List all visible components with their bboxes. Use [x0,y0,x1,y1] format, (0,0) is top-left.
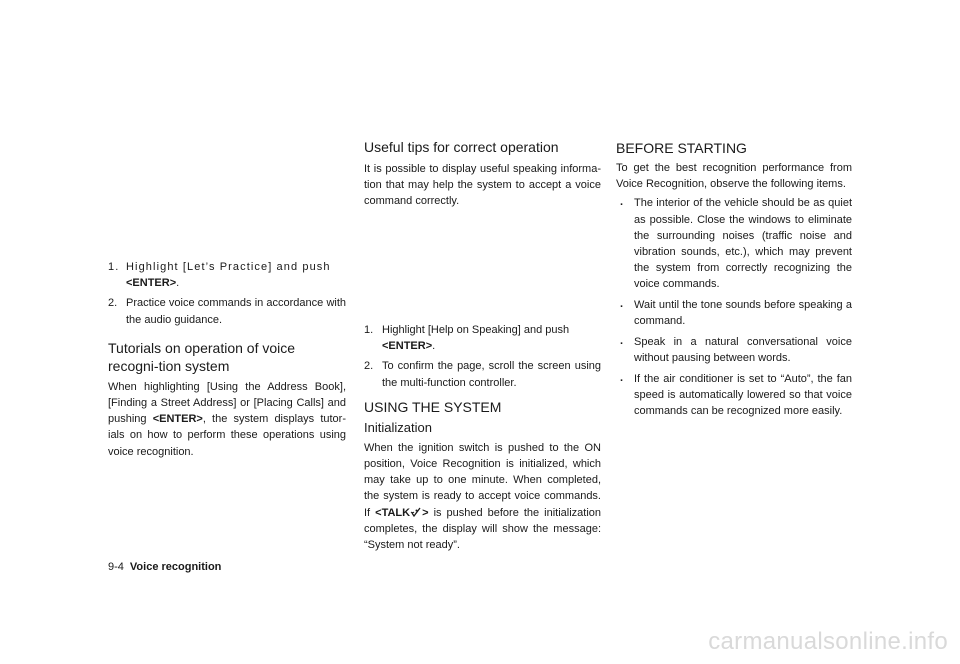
step-number: 1. [364,324,374,336]
bullet-icon: . [620,298,624,311]
list-item [108,295,346,327]
step-number: 2. [108,297,118,310]
list-item: . The interior of the vehicle should be as quiet as possible. Close the windows to eliminate the surrounding noises (traffic noise and vibration sounds, etc.), which may prevent the system from correctly recognizing the voice commands. [620,196,852,291]
using-system-heading: USING THE SYSTEM [364,398,502,415]
before-starting-intro: To get the best recognition performance from Voice Recognition, observe the following items. [616,162,852,191]
right-column [616,139,852,424]
step-number: 2. [364,360,374,373]
middle-column-lower [364,322,601,553]
list-item: . If the air conditioner is set to “Auto”, the fan speed is automatically lowered so that voice commands can be recognized more easily. [620,371,852,418]
page-number: 9-4 [108,561,124,573]
bullet-icon: . [620,371,624,384]
list-item: . Speak in a natural conversational voice without pausing between words. [620,335,852,365]
enter-key-label: <ENTER> [382,340,433,353]
list-item: 1. Highlight [Help on Speaking] and push <ENTER>. [364,324,570,353]
middle-column [364,138,601,210]
step-text: Highlight [Let’s Practice] and push [126,261,331,273]
watermark: carmanualsonline.info [708,628,948,655]
section-title: Voice recognition [129,561,222,573]
talk-key-label: <TALK [375,506,411,519]
page-footer [108,561,221,573]
initialization-heading: Initialization [364,419,432,435]
help-steps [364,322,601,391]
list-item: . Wait until the tone sounds before speaking a command. [620,298,852,328]
list-item: 1. Highlight [Let’s Practice] and push <ENTER>. [108,261,331,290]
initialization-paragraph: When the ignition switch is pushed to the ON position, Voice Recognition is initialized, which may take up to one minute. When completed, the system is ready to accept voice commands. If <TALK > is pushed before the initialization completes, the display will show the message: “System not ready”. [364,441,602,552]
tips-heading: Useful tips for correct operation [364,139,559,155]
bullet-icon: . [620,196,624,209]
step-text: Highlight [Help on Speaking] and push [382,324,570,336]
tips-paragraph: It is possible to display useful speaking informa-tion that may help the system to accept a voice command correctly. [364,163,601,208]
before-starting-heading: BEFORE STARTING [616,140,747,156]
tutorial-paragraph: When highlighting [Using the Address Book], [Finding a Street Address] or [Placing Calls] and pushing <ENTER>, the system displays tutor-ials on how to perform these operations using voice recognition. [108,380,347,458]
tutorial-heading: Tutorials on operation of voice recogni-tion system [108,339,296,374]
enter-key-label: <ENTER> [152,413,203,426]
list-item [364,358,601,390]
tips-bullets [616,195,852,419]
talk-switch-icon [410,507,422,517]
step-text: Practice voice commands in accordance with the audio guidance. [126,297,346,326]
practice-steps [108,259,346,328]
bullet-icon: . [620,335,624,348]
enter-key-label: <ENTER> [126,277,177,290]
step-text: To confirm the page, scroll the screen using the multi-function controller. [382,360,601,389]
step-number: 1. [108,261,120,273]
left-column [108,259,346,460]
